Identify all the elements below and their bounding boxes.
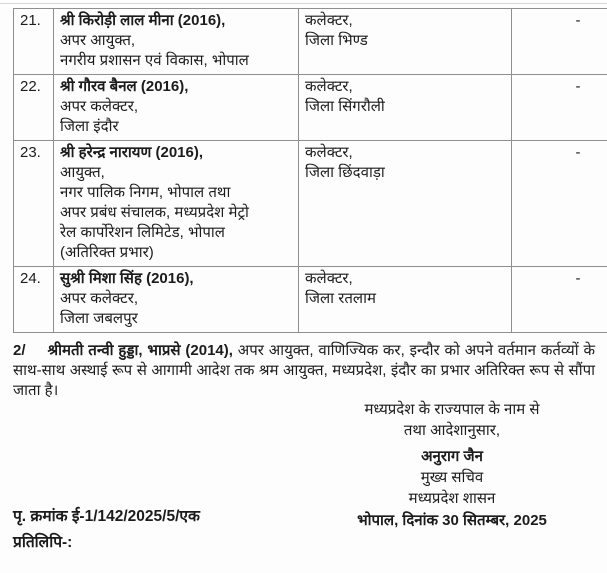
posting-cell <box>299 9 512 75</box>
signature-authority-line-2: तथा आदेशानुसार, <box>403 422 501 439</box>
paragraph-text: अपर आयुक्त, वाणिज्यिक कर, इन्दौर को अपने वर्तमान कर्तव्यों के साथ-साथ अस्थाई रूप से आगामी आदेश तक श्रम आयुक्त, मध्यप्रदेश, इंदौर का प्रभार अतिरिक्त रूप से सौंपा जाता है। <box>13 342 595 399</box>
officer-cell <box>54 141 299 267</box>
officer-name: श्री किरोड़ी लाल मीना (2016), <box>60 12 226 29</box>
signatory-name: अनुराग जैन <box>421 448 483 465</box>
officer-extra-charge: (अतिरिक्त प्रभार) <box>60 244 154 261</box>
table-row <box>14 9 607 75</box>
officer-name-inline: श्रीमती तन्वी हुड्डा, भाप्रसे (2014), <box>47 342 233 359</box>
posting-cell <box>299 267 512 333</box>
paragraph-number: 2/ <box>13 342 26 359</box>
posting-district: जिला सिंगरौली <box>305 98 385 115</box>
officer-name: श्री गौरव बैनल (2016), <box>60 78 189 95</box>
officer-cell <box>54 9 299 75</box>
signatory-title: मुख्य सचिव <box>420 469 484 486</box>
officer-org-3: रेल कार्पोरेशन लिमिटेड, भोपाल <box>60 224 225 241</box>
posting-cell <box>299 141 512 267</box>
officer-name: सुश्री मिशा सिंह (2016), <box>60 270 194 287</box>
officer-designation: अपर कलेक्टर, <box>60 290 139 307</box>
serial-cell: 21. <box>14 9 54 75</box>
reference-number: पृ. क्रमांक ई-1/142/2025/5/एक <box>13 508 200 525</box>
copy-to-label: प्रतिलिपि-: <box>13 534 73 551</box>
posting-cell <box>299 75 512 141</box>
posting-district: जिला भिण्ड <box>305 32 368 49</box>
posting-district: जिला रतलाम <box>305 290 376 307</box>
officer-transfer-table <box>13 8 607 333</box>
officer-department: नगरीय प्रशासन एवं विकास, भोपाल <box>60 52 249 69</box>
posting-title: कलेक्टर, <box>305 12 353 29</box>
remark-cell: - <box>512 9 607 75</box>
remark-cell: - <box>512 267 607 333</box>
officer-designation: अपर आयुक्त, <box>60 32 136 49</box>
posting-title: कलेक्टर, <box>305 144 353 161</box>
officer-org-2: अपर प्रबंध संचालक, मध्यप्रदेश मेट्रो <box>60 204 249 221</box>
table-row <box>14 141 607 267</box>
scan-edge-line <box>0 3 607 4</box>
footer-reference-block <box>13 506 200 554</box>
table-row <box>14 267 607 333</box>
officer-designation: अपर कलेक्टर, <box>60 98 139 115</box>
officer-designation: आयुक्त, <box>60 164 105 181</box>
order-paragraph-2 <box>13 341 595 401</box>
signatory-org: मध्यप्रदेश शासन <box>408 490 496 507</box>
serial-cell: 24. <box>14 267 54 333</box>
posting-title: कलेक्टर, <box>305 78 353 95</box>
signature-authority-line-1: मध्यप्रदेश के राज्यपाल के नाम से <box>364 401 540 418</box>
remark-cell: - <box>512 141 607 267</box>
posting-district: जिला छिंदवाड़ा <box>305 164 385 181</box>
officer-cell <box>54 75 299 141</box>
serial-cell: 22. <box>14 75 54 141</box>
officer-cell <box>54 267 299 333</box>
posting-title: कलेक्टर, <box>305 270 353 287</box>
remark-cell: - <box>512 75 607 141</box>
officer-district: जिला इंदौर <box>60 118 119 135</box>
officer-district: जिला जबलपुर <box>60 310 138 327</box>
officer-org-1: नगर पालिक निगम, भोपाल तथा <box>60 184 231 201</box>
place-and-date: भोपाल, दिनांक 30 सितम्बर, 2025 <box>357 512 547 529</box>
table-row <box>14 75 607 141</box>
signature-block <box>307 399 597 531</box>
serial-cell: 23. <box>14 141 54 267</box>
officer-name: श्री हरेन्द्र नारायण (2016), <box>60 144 204 161</box>
